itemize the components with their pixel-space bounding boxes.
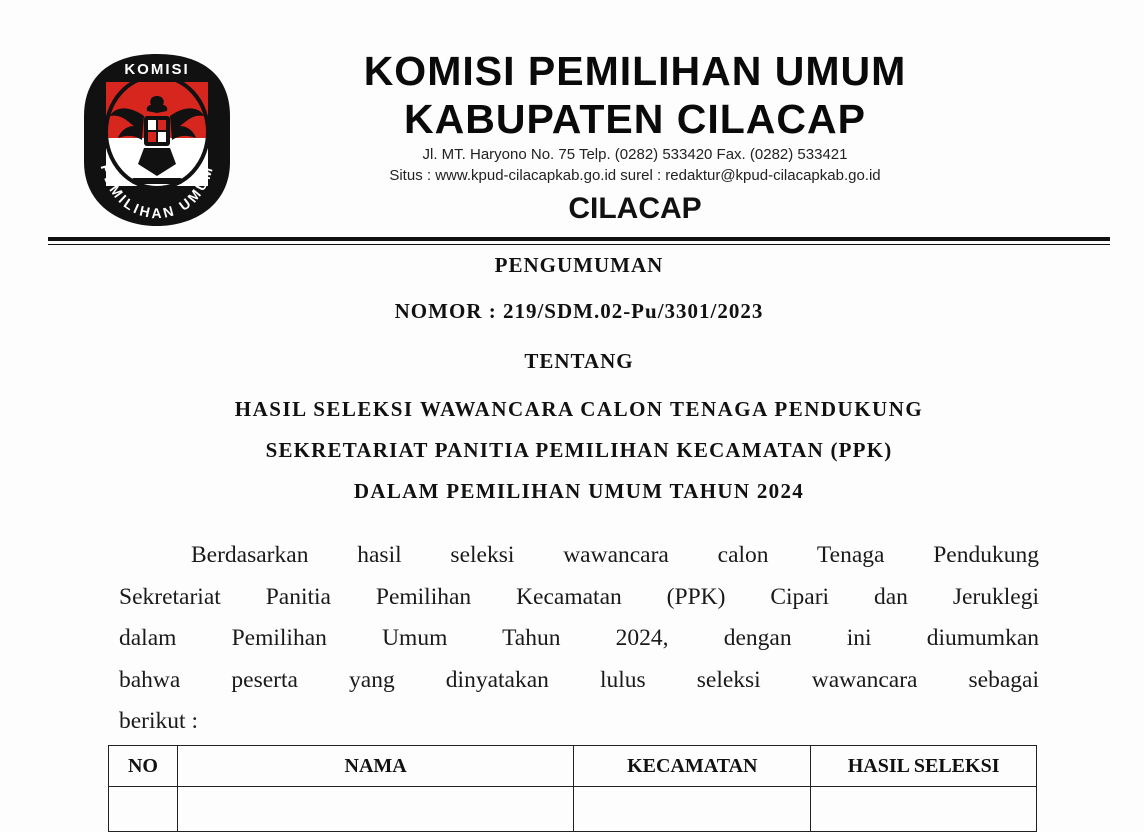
subject-line-3: DALAM PEMILIHAN UMUM TAHUN 2024 [353, 479, 805, 503]
paragraph-line: bahwa peserta yang dinyatakan lulus seleksi wawancara sebagai [119, 666, 1039, 693]
logo-bottom-text: PEMILIHAN UMUM [97, 162, 217, 222]
org-region: KABUPATEN CILACAP [404, 96, 866, 142]
results-table [108, 745, 1037, 832]
org-name: KOMISI PEMILIHAN UMUM [363, 48, 907, 94]
office-address: Jl. MT. Haryono No. 75 Telp. (0282) 533420 Fax. (0282) 533421 [422, 146, 848, 163]
table-row [109, 787, 1037, 832]
paragraph-line: Berdasarkan hasil seleksi wawancara calon Tenaga Pendukung [191, 542, 1039, 568]
table-cell [109, 787, 178, 832]
column-header-hasil-seleksi: HASIL SELEKSI [811, 746, 1037, 787]
kpu-logo [82, 52, 232, 228]
subject-line-2: SEKRETARIAT PANITIA PEMILIHAN KECAMATAN (PPK) [265, 438, 893, 462]
document-about: TENTANG [524, 349, 634, 373]
office-contact: Situs : www.kpud-cilacapkab.go.id surel : redaktur@kpud-cilacapkab.go.id [389, 167, 881, 184]
logo-top-text: KOMISI [124, 61, 190, 78]
table-header-row [109, 746, 1037, 787]
column-header-no: NO [109, 746, 178, 787]
paragraph-line: Sekretariat Panitia Pemilihan Kecamatan (PPK) Cipari dan Jeruklegi [119, 583, 1039, 610]
office-city: CILACAP [568, 192, 702, 225]
table-cell [574, 787, 811, 832]
paragraph-line: dalam Pemilihan Umum Tahun 2024, dengan ini diumumkan [119, 625, 1039, 651]
column-header-kecamatan: KECAMATAN [574, 746, 811, 787]
table-cell [177, 787, 573, 832]
document-number: NOMOR : 219/SDM.02-Pu/3301/2023 [394, 299, 764, 323]
paragraph-line: berikut : [119, 708, 198, 734]
letterhead-rule-thick [48, 237, 1110, 241]
table-cell [811, 787, 1037, 832]
subject-line-1: HASIL SELEKSI WAWANCARA CALON TENAGA PENDUKUNG [234, 397, 924, 421]
letterhead-rule-thin [48, 244, 1110, 245]
document-type: PENGUMUMAN [494, 253, 664, 277]
body-paragraph [119, 535, 1039, 743]
column-header-nama: NAMA [177, 746, 573, 787]
